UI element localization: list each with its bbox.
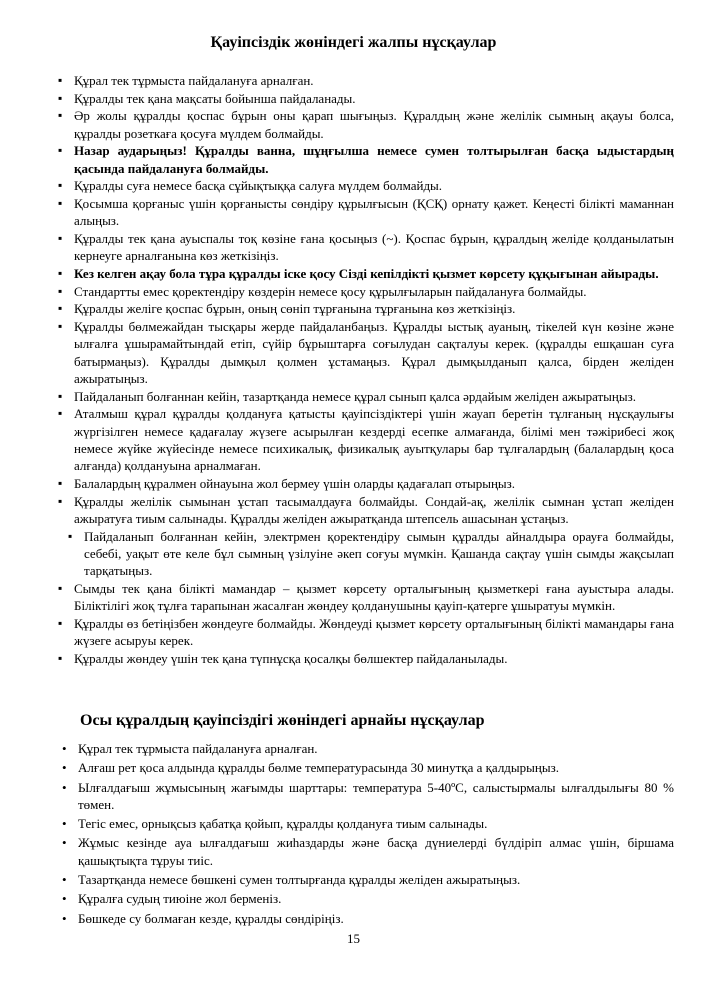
list-item: ▪ Аталмыш құрал құралды қолдануға қатысты қауіпсіздіктері үшін жауап беретін тұлғаның нұсқаулығы жүргізілген немесе қадағалау жүзеге асырылған кездерді есепке алмағанда, білімі мен тәжірибесі жоқ немесе жүйке жүйесінде немесе психикалық, физикалық ауытқулары бар тұлғалардың (балалардың қоса алғанда) қолдануына арналмаған. [58, 405, 674, 474]
list-item: ▪ Құралды желіге қоспас бұрын, оның сөніп тұрғанына тұрғанына көз жеткізіңіз. [58, 300, 674, 317]
page-title: Қауіпсіздік жөніндегі жалпы нұсқаулар [210, 34, 497, 51]
warning-item: ▪ Кез келген ақау бола тұра құралды іске қосу Сізді кепілдікті қызмет көрсету құқығынан айырады. [58, 265, 674, 282]
section-title: Осы құралдың қауіпсіздігі жөніндегі арнайы нұсқаулар [80, 712, 485, 729]
list-item: ▪ Қосымша қорғаныс үшін қорғанысты сөндіру құрылғысын (ҚСҚ) орнату қажет. Кеңесті білікті маманнан алыңыз. [58, 195, 674, 230]
list-item: • Құралға судың тиюіне жол берменіз. [62, 890, 674, 907]
list-item: • Тегіс емес, орнықсыз қабатқа қойып, құралды қолдануға тиым салынады. [62, 815, 674, 832]
list-item: ▪ Пайдаланып болғаннан кейін, электрмен қоректендіру сымын құралды айналдыра орауға болмайды, себебі, уақыт өте келе бұл сымның үзілуіне әкеп соғуы мүмкін. Қашанда сақтау үшін сымды жақсылап тарқатыңыз. [68, 528, 674, 580]
list-item: ▪ Пайдаланып болғаннан кейін, тазартқанда немесе құрал сынып қалса әрдайым желіден ажыратыңыз. [58, 388, 674, 405]
warning-item: ▪ Назар аударыңыз! Құралды ванна, шұңғылша немесе сумен толтырылған басқа ыдыстардың қасында пайдалануға болмайды. [58, 142, 674, 177]
list-item: • Құрал тек тұрмыста пайдалануға арналған. [62, 740, 674, 757]
list-item: • Ылғалдағыш жұмысының жағымды шарттары: температура 5-40ºС, салыстырмалы ылғалдылығы 80 % төмен. [62, 779, 674, 814]
list-item: ▪ Құралды желілік сымынан ұстап тасымалдауға болмайды. Сондай-ақ, желілік сымнан ұстап желіден ажыратуға тиым салынады. Құралды желіден ажыратқанда штепсель ашасынан ұстаңыз. [58, 493, 674, 528]
list-item: ▪ Құралды жөндеу үшін тек қана түпнұсқа қосалқы бөлшектер пайдаланылады. [58, 650, 674, 667]
page-number: 15 [347, 931, 360, 946]
special-instructions-list [62, 740, 674, 929]
list-item: • Бөшкеде су болмаған кезде, құралды сөндіріңіз. [62, 910, 674, 927]
list-item: ▪ Құралды тек қана мақсаты бойынша пайдаланады. [58, 90, 674, 107]
list-item: • Жұмыс кезінде ауа ылғалдағыш жиһаздарды және басқа дүниелерді бүлдіріп алмас үшін, біршама қашықтықта тұруы тиіс. [62, 834, 674, 869]
list-item: ▪ Құрал тек тұрмыста пайдалануға арналған. [58, 72, 674, 89]
list-item: ▪ Құралды тек қана ауыспалы тоқ көзіне ғана қосыңыз (~). Қоспас бұрын, құралдың желіде қолданылатын кернеуге арналғанына көз жеткізіңіз. [58, 230, 674, 265]
list-item: ▪ Балалардың құралмен ойнауына жол бермеу үшін оларды қадағалап отырыңыз. [58, 475, 674, 492]
list-item: ▪ Құралды өз бетіңізбен жөндеуге болмайды. Жөндеуді қызмет көрсету орталығының білікті мамандары ғана жүзеге асыруы керек. [58, 615, 674, 650]
list-item: • Тазартқанда немесе бөшкені сумен толтырғанда құралды желіден ажыратыңыз. [62, 871, 674, 888]
list-item: ▪ Құралды суға немесе басқа сұйықтыққа салуға мүлдем болмайды. [58, 177, 674, 194]
list-item: ▪ Сымды тек қана білікті мамандар – қызмет көрсету орталығының қызметкері ғана ауыстыра алады. Біліктілігі жоқ тұлға тарапынан жасалған жөндеу қолданушыны қауіп-қатерге ұшыратуы мүмкін. [58, 580, 674, 615]
list-item: ▪ Стандартты емес қоректендіру көздерін немесе қосу құрылғыларын пайдалануға болмайды. [58, 283, 674, 300]
list-item: • Алғаш рет қоса алдында құралды бөлме температурасында 30 минутқа а қалдырыңыз. [62, 759, 674, 776]
list-item: ▪ Құралды бөлмежайдан тысқары жерде пайдаланбаңыз. Құралды ыстық ауаның, тікелей күн көзіне және ылғалға ұшырамайтындай етіп, сүйір бұрыштарға соғылудан сақталуы керек. (құралды ешқашан суға батырмаңыз). Құралды дымқыл қолмен ұстамаңыз. Құрал дымқылданып қалса, бірден желіден ажыратыңыз. [58, 318, 674, 387]
general-instructions-list [58, 72, 674, 668]
list-item: ▪ Әр жолы құралды қоспас бұрын оны қарап шығыңыз. Құралдың және желілік сымның ақауы болса, құралды розеткаға қосуға мүлдем болмайды. [58, 107, 674, 142]
